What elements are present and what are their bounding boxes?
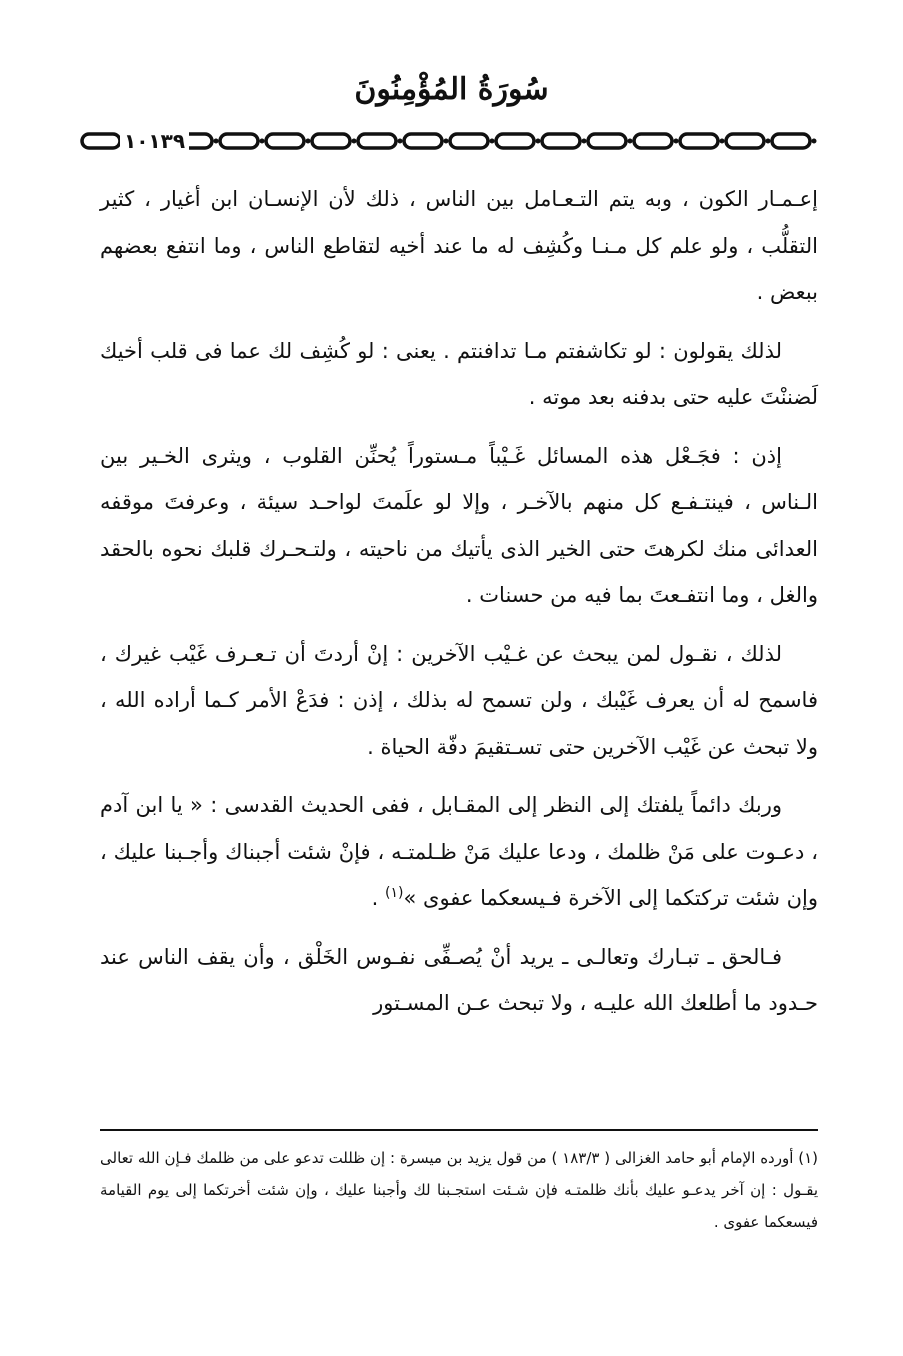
main-text — [100, 176, 818, 1039]
chain-link — [450, 134, 488, 148]
chain-link — [266, 134, 304, 148]
paragraph: إذن : فجَـعْل هذه المسائل غَـيْباً مـستوراً يُحنِّن القلوب ، ويثرى الخـير بين الـناس ، فينتـفـع كل منهم بالآخـر ، وإلا لو علَمتَ لواحـد سيئة ، وعرفتَ موقفه العدائى منك لكرهتَ حتى الخير الذى يأتيك من ناحيته ، ولتـحـرك قلبك نحوه بالحقد والغل ، وما انتفـعتَ بما فيه من حسنات . — [100, 443, 818, 607]
chain-link — [220, 134, 258, 148]
closing-period: . — [371, 886, 379, 910]
chain-link — [404, 134, 442, 148]
paragraph: لذلك ، نقـول لمن يبحث عن غـيْب الآخرين : إنْ أردتَ أن تـعـرف غَيْب غيرك ، فاسمح له أن يعرف غَيْبك ، ولن تسمح له بذلك ، إذن : فدَعْ الأمر كـما أراده الله ، ولا تبحث عن غَيْب الآخرين حتى تسـتقيمَ دفّة الحياة . — [100, 641, 818, 759]
chain-dot — [720, 139, 725, 144]
chain-dot — [306, 139, 311, 144]
chain-dot — [582, 139, 587, 144]
chain-dot — [812, 139, 817, 144]
chain-link — [726, 134, 764, 148]
chain-dot — [398, 139, 403, 144]
chain-link — [588, 134, 626, 148]
chain-dot — [766, 139, 771, 144]
paragraph-text: وربك دائماً يلفتك إلى النظر إلى المقـابل ، ففى الحديث القدسى : « يا ابن آدم ، دعـوت على مَنْ ظلمك ، ودعا عليك مَنْ ظـلمتـه ، فإنْ شئت أجبناك وأجـبنا عليك ، وإن شئت تركتكما إلى الآخرة فـيسعكما عفوى » — [100, 793, 818, 910]
chain-link — [634, 134, 672, 148]
paragraph: فـالحق ـ تبـارك وتعالـى ـ يريد أنْ يُصـفِّى نفـوس الخَلْق ، وأن يقف الناس عند حـدود ما أطلعك الله عليـه ، ولا تبحث عـن المسـتور — [100, 944, 818, 1015]
chain-dot — [628, 139, 633, 144]
chain-dot — [214, 139, 219, 144]
chain-link — [680, 134, 718, 148]
chain-dot — [352, 139, 357, 144]
paragraph-with-footnote — [100, 782, 818, 922]
chain-dot — [490, 139, 495, 144]
chain-dot — [536, 139, 541, 144]
footnote-divider — [100, 1129, 818, 1131]
page-number: ١٠١٣٩ — [120, 128, 189, 154]
chain-dot — [444, 139, 449, 144]
chain-link — [358, 134, 396, 148]
chain-link — [82, 134, 120, 148]
footnote-text: (١) أورده الإمام أبو حامد الغزالى ( ١٨٣/٣ ) من قول يزيد بن ميسرة : إن ظللت تدعو على من ظلمك فـإن الله تعالى يقـول : إن آخر يدعـو عليك بأنك ظلمتـه فإن شـئت استجـبنا لك وأجبنا عليك ، وإن شئت أخرتكما إلى يوم القيامة فيسعكما عفوى . — [100, 1149, 818, 1231]
footnote — [100, 1142, 818, 1238]
chain-link — [772, 134, 810, 148]
chain-link — [542, 134, 580, 148]
paragraph: لذلك يقولون : لو تكاشفتم مـا تدافنتم . يعنى : لو كُشِف لك عما فى قلب أخيك لَضننْتَ عليه حتى بدفنه بعد موته . — [100, 338, 818, 409]
chain-dot — [260, 139, 265, 144]
ornamental-border-band — [78, 128, 846, 154]
chain-link — [312, 134, 350, 148]
chain-link — [496, 134, 534, 148]
surah-title: سُورَةُ المُؤْمِنُونَ — [354, 72, 549, 107]
chain-dot — [674, 139, 679, 144]
paragraph: إعـمـار الكون ، وبه يتم التـعـامل بين الناس ، ذلك لأن الإنسـان ابن أغيار ، كثير التقلُّب ، ولو علم كل مـنـا وكُشِف له ما عند أخيه لتقاطع الناس ، وما انتفع بعضهم ببعض . — [100, 187, 818, 304]
footnote-reference: (١) — [385, 885, 404, 901]
